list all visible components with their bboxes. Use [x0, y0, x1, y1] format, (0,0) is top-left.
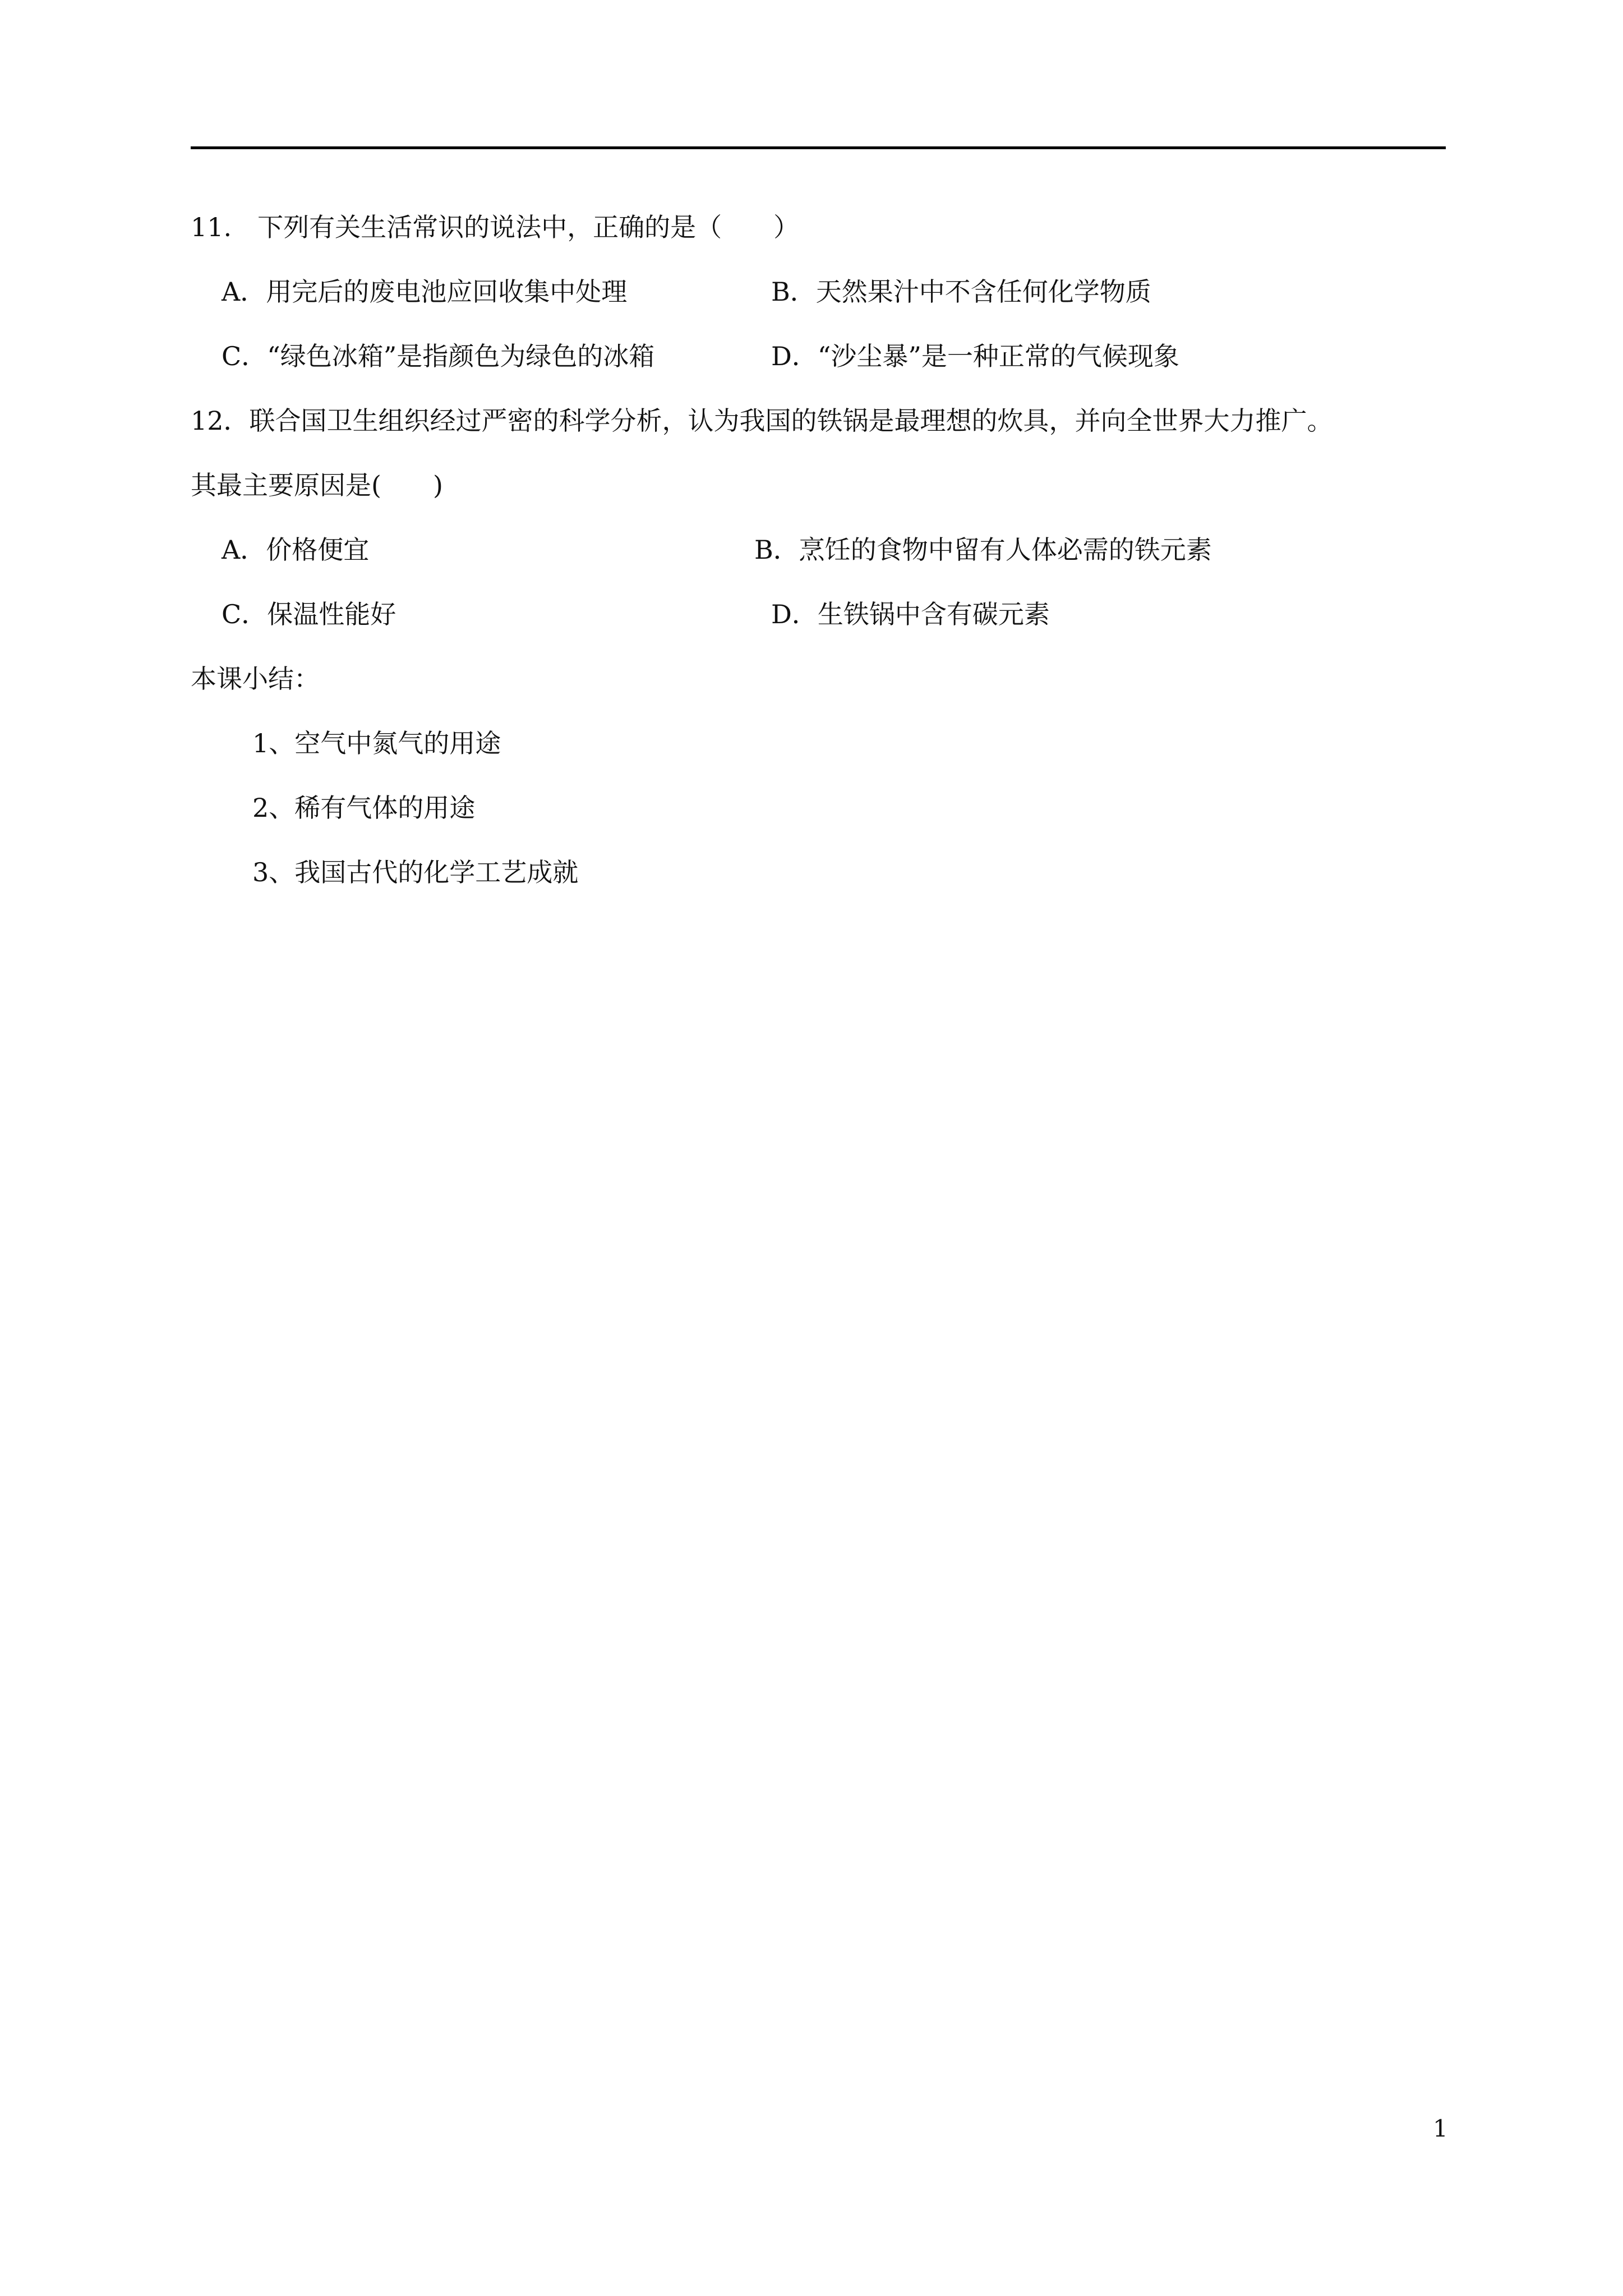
- question-12-option-a: A．价格便宜: [222, 535, 370, 565]
- question-12-option-c: C．保温性能好: [222, 599, 396, 629]
- question-11-option-b: B．天然果汁中不含任何化学物质: [771, 277, 1151, 307]
- question-12-stem-continued: 其最主要原因是( ): [191, 470, 443, 500]
- page-number: 1: [1433, 2115, 1448, 2142]
- question-11-stem: 11. 下列有关生活常识的说法中，正确的是（ ）: [191, 212, 800, 242]
- question-12-stem: 12．联合国卫生组织经过严密的科学分析，认为我国的铁锅是最理想的炊具，并向全世界大力推广。: [191, 406, 1333, 436]
- summary-item-1: 1、空气中氮气的用途: [252, 728, 501, 758]
- question-12-option-b: B．烹饪的食物中留有人体必需的铁元素: [754, 535, 1212, 565]
- question-11-option-c: C．“绿色冰箱”是指颜色为绿色的冰箱: [222, 341, 655, 371]
- question-11-option-d: D．“沙尘暴”是一种正常的气候现象: [771, 341, 1179, 371]
- header-rule: [191, 146, 1446, 149]
- summary-item-3: 3、我国古代的化学工艺成就: [252, 857, 579, 887]
- question-11-option-a: A．用完后的废电池应回收集中处理: [222, 277, 628, 307]
- summary-item-2: 2、稀有气体的用途: [252, 793, 476, 823]
- summary-heading: 本课小结：: [191, 664, 320, 694]
- question-12-option-d: D．生铁锅中含有碳元素: [771, 599, 1050, 629]
